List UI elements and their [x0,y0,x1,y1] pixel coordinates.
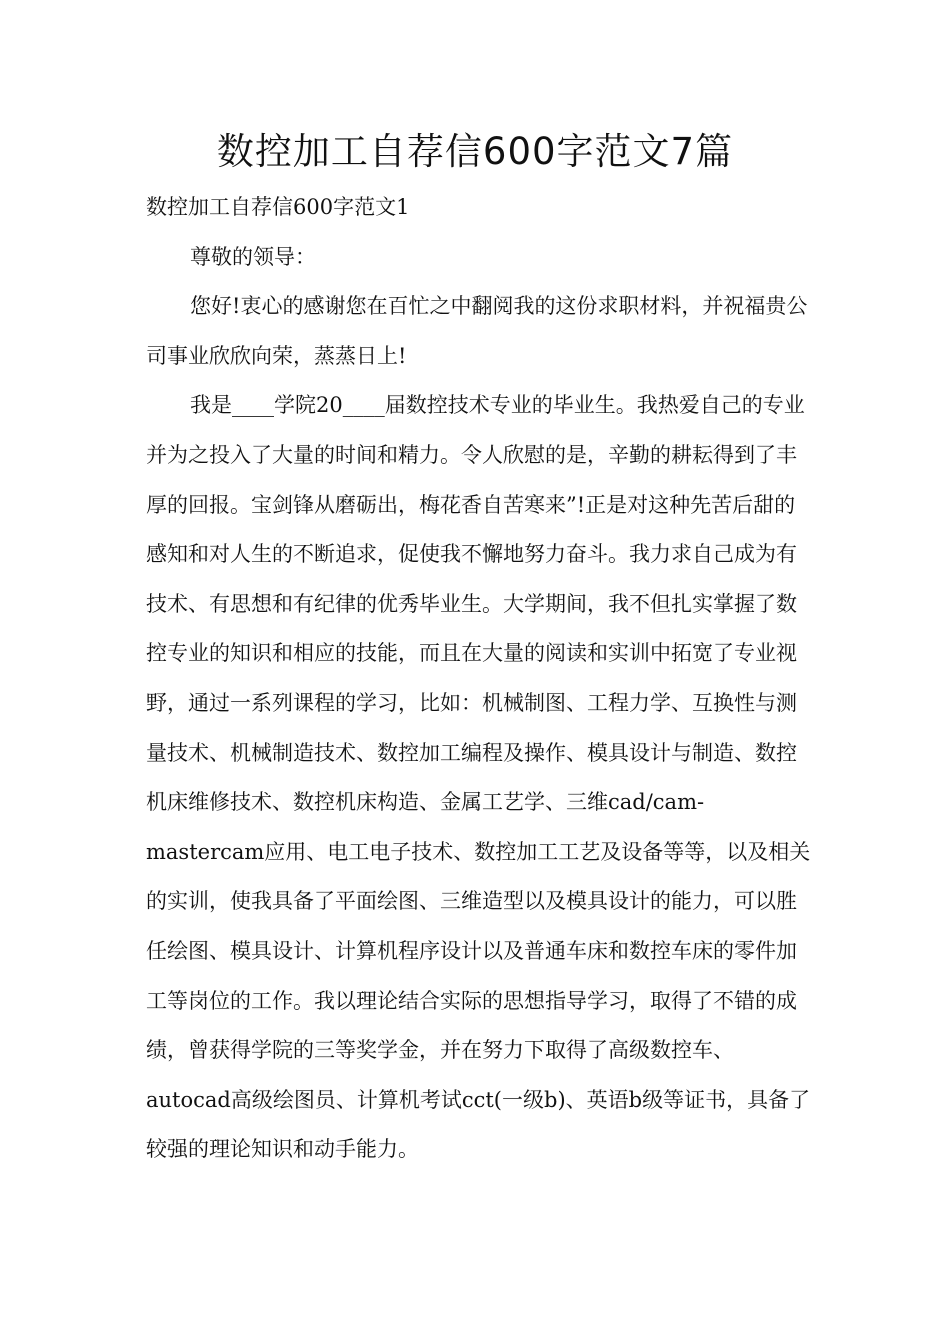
greeting-paragraph: 您好!衷心的感谢您在百忙之中翻阅我的这份求职材料，并祝福贵公司事业欣欣向荣，蒸蒸日上! [146,294,808,368]
document-title: 数控加工自荐信600字范文7篇 [216,130,734,173]
document-body [146,183,816,1175]
body-paragraph: 我是____学院20____届数控技术专业的毕业生。我热爱自己的专业并为之投入了大量的时间和精力。令人欣慰的是，辛勤的耕耘得到了丰厚的回报。宝剑锋从磨砺出，梅花香自苦寒来”!正是对这种先苦后甜的感知和对人生的不断追求，促使我不懈地努力奋斗。我力求自己成为有技术、有思想和有纪律的优秀毕业生。大学期间，我不但扎实掌握了数控专业的知识和相应的技能，而且在大量的阅读和实训中拓宽了专业视野，通过一系列课程的学习，比如：机械制图、工程力学、互换性与测量技术、机械制造技术、数控加工编程及操作、模具设计与制造、数控机床维修技术、数控机床构造、金属工艺学、三维cad/cam-mastercam应用、电工电子技术、数控加工工艺及设备等等，以及相关的实训，使我具备了平面绘图、三维造型以及模具设计的能力，可以胜任绘图、模具设计、计算机程序设计以及普通车床和数控车床的零件加工等岗位的工作。我以理论结合实际的思想指导学习，取得了不错的成绩，曾获得学院的三等奖学金，并在努力下取得了高级数控车、autocad高级绘图员、计算机考试cct(一级b)、英语b级等证书，具备了较强的理论知识和动手能力。 [146,393,811,1162]
section-heading: 数控加工自荐信600字范文1 [146,195,410,219]
salutation-paragraph: 尊敬的领导： [190,244,316,269]
